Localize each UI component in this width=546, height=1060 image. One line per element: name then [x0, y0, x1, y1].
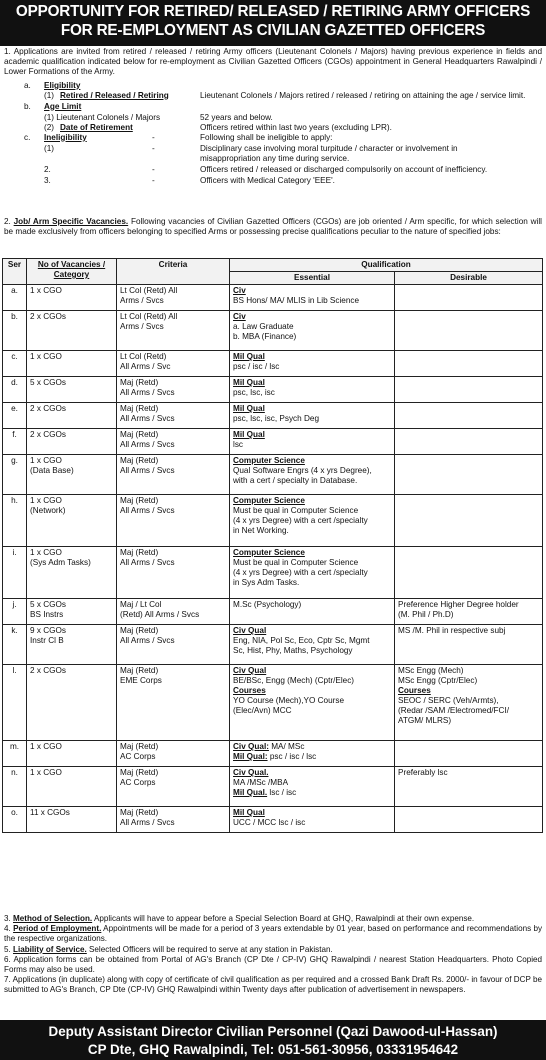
essential-line: UCC / MCC lsc / isc: [233, 818, 306, 827]
criteria-line: All Arms / Svcs: [120, 414, 175, 423]
essential-line: Mil Qual: [233, 808, 265, 817]
essential-line: Courses: [233, 686, 266, 695]
vacancy-line: 1 x CGO: [30, 352, 62, 361]
desirable-line: MSc Engg (Cptr/Elec): [398, 676, 478, 685]
vacancy-line: 5 x CGOs: [30, 600, 66, 609]
essential-cell: [230, 767, 395, 807]
desirable-line: (M. Phil / Ph.D): [398, 610, 454, 619]
note-num: 7.: [4, 975, 13, 985]
vacancy-cell: [27, 599, 117, 625]
criteria-line: Maj (Retd): [120, 666, 159, 675]
table-row: [3, 351, 543, 377]
ineligibility-text: Following shall be ineligible to apply:: [200, 132, 333, 142]
desirable-cell: [395, 351, 543, 377]
essential-line: b. MBA (Finance): [233, 332, 297, 341]
ser-cell: d.: [3, 377, 27, 403]
criteria-line: All Arms / Svcs: [120, 388, 175, 397]
vacancy-line: (Sys Adm Tasks): [30, 558, 91, 567]
age-item-2-label: Date of Retirement: [60, 122, 133, 132]
criteria-cell: [117, 807, 230, 833]
criteria-cell: [117, 311, 230, 351]
desirable-cell: [395, 599, 543, 625]
desirable-line: MSc Engg (Mech): [398, 666, 464, 675]
desirable-cell: [395, 547, 543, 599]
criteria-cell: [117, 767, 230, 807]
note-text: Selected Officers will be required to serve at any station in Pakistan.: [86, 944, 333, 954]
ineligibility-item-2-text: Officers retired / released or discharged compulsorily on account of inefficiency.: [200, 164, 488, 174]
desirable-cell: [395, 767, 543, 807]
essential-line: Must be qual in Computer Science: [233, 558, 359, 567]
ad-header: [0, 0, 546, 46]
essential-line: Civ Qual.: [233, 768, 269, 777]
essential-line: psc / isc / lsc: [233, 362, 280, 371]
header-desirable: Desirable: [395, 272, 543, 285]
essential-line: Civ Qual: MA/ MSc: [233, 742, 305, 751]
criteria-cell: [117, 429, 230, 455]
criteria-line: Maj (Retd): [120, 548, 159, 557]
essential-line: Sc, Hist, Phy, Maths, Psychology: [233, 646, 353, 655]
essential-line: with a cert / specialty in Database.: [233, 476, 358, 485]
note-title: Liability of Service.: [13, 944, 87, 954]
header-line-1: OPPORTUNITY FOR RETIRED/ RELEASED / RETIRING ARMY OFFICERS: [15, 3, 531, 20]
dash: -: [152, 143, 155, 153]
criteria-cell: [117, 741, 230, 767]
note-text: Appointments will be made for a period of 3 years extendable by 01 year, based on performance and recommendations by the respective organizations.: [4, 924, 542, 944]
vacancy-cell: [27, 625, 117, 665]
essential-line: (Elec/Avn) MCC: [233, 706, 292, 715]
ad-footer: [0, 1020, 546, 1060]
criteria-line: (Retd) All Arms / Svcs: [120, 610, 200, 619]
desirable-cell: [395, 403, 543, 429]
criteria-line: Arms / Svcs: [120, 296, 164, 305]
table-row: [3, 311, 543, 351]
vacancy-line: 1 x CGO: [30, 548, 62, 557]
criteria-cell: [117, 599, 230, 625]
vacancy-cell: [27, 403, 117, 429]
age-title: Age Limit: [44, 101, 82, 111]
ineligibility-title: Ineligibility: [44, 132, 87, 142]
eligibility-title: Eligibility: [44, 80, 81, 90]
essential-line: Computer Science: [233, 456, 305, 465]
essential-line: Eng, NIA, Pol Sc, Eco, Cptr Sc, Mgmt: [233, 636, 370, 645]
criteria-line: Arms / Svcs: [120, 322, 164, 331]
essential-line: Mil Qual. lsc / isc: [233, 788, 297, 797]
essential-cell: [230, 351, 395, 377]
essential-line: in Net Working.: [233, 526, 289, 535]
vacancies-paragraph: [0, 217, 546, 237]
criteria-line: EME Corps: [120, 676, 162, 685]
note-item: [0, 924, 546, 944]
ser-cell: h.: [3, 495, 27, 547]
essential-line: Mil Qual: psc / isc / lsc: [233, 752, 317, 761]
notes-section: [0, 914, 546, 996]
essential-line: BS Hons/ MA/ MLIS in Lib Science: [233, 296, 360, 305]
para-title: Job/ Arm Specific Vacancies.: [13, 217, 129, 226]
essential-line: lsc: [233, 440, 244, 449]
criteria-cell: [117, 377, 230, 403]
criteria-line: Lt Col (Retd) All: [120, 312, 178, 321]
vacancy-line: 2 x CGOs: [30, 430, 66, 439]
ineligibility-item-1-text: Disciplinary case involving moral turpitude / character or involvement in: [200, 143, 458, 153]
criteria-cell: [117, 495, 230, 547]
table-row: [3, 547, 543, 599]
essential-cell: [230, 599, 395, 625]
table-row: [3, 665, 543, 741]
criteria-cell: [117, 625, 230, 665]
ineligibility-item-1-num: (1): [44, 143, 55, 153]
essential-line: psc, lsc, isc: [233, 388, 275, 397]
criteria-line: Maj (Retd): [120, 378, 159, 387]
vacancy-cell: [27, 455, 117, 495]
table-row: [3, 495, 543, 547]
desirable-cell: [395, 625, 543, 665]
essential-line: Civ: [233, 312, 246, 321]
criteria-line: Maj (Retd): [120, 404, 159, 413]
essential-cell: [230, 495, 395, 547]
criteria-cell: [117, 665, 230, 741]
note-text: Applications (in duplicate) along with copy of certificate of civil qualification as per required and a crossed Bank Draft Rs. 2000/- in favour of DCP be submitted to AG's Branch, CP Dte (CP-IV) GHQ Rawalpindi within Twenty days after publication of advertisement in newspapers.: [4, 975, 542, 995]
essential-line: Must be qual in Computer Science: [233, 506, 359, 515]
intro-paragraph: 1. Applications are invited from retired / released / retiring Army officers (Lieutenant Colonels / Majors) having previous experience in fields and academic qualification indicated below for re-employment as Civilian Gazetted Officers (CGOs) appointment in General Headquarters Rawalpindi / Lower Formations of the Army.: [4, 47, 542, 77]
ineligibility-item-2-num: 2.: [44, 164, 51, 174]
criteria-line: Maj (Retd): [120, 456, 159, 465]
table-row: [3, 429, 543, 455]
essential-line: YO Course (Mech),YO Course: [233, 696, 345, 705]
ser-cell: e.: [3, 403, 27, 429]
criteria-line: Maj (Retd): [120, 768, 159, 777]
vacancy-cell: [27, 547, 117, 599]
essential-cell: [230, 741, 395, 767]
header-essential: Essential: [230, 272, 395, 285]
note-num: 5.: [4, 944, 13, 954]
essential-line: M.Sc (Psychology): [233, 600, 302, 609]
criteria-line: All Arms / Svcs: [120, 636, 175, 645]
note-num: 4.: [4, 924, 14, 934]
desirable-cell: [395, 807, 543, 833]
criteria-line: Lt Col (Retd) All: [120, 286, 178, 295]
dash: -: [152, 175, 155, 185]
ser-cell: j.: [3, 599, 27, 625]
desirable-cell: [395, 455, 543, 495]
footer-line-1: Deputy Assistant Director Civilian Personnel (Qazi Dawood-ul-Hassan): [48, 1024, 498, 1039]
ineligibility-item-3-num: 3.: [44, 175, 51, 185]
vacancy-line: 1 x CGO: [30, 496, 62, 505]
ser-cell: l.: [3, 665, 27, 741]
essential-cell: [230, 547, 395, 599]
note-title: Period of Employment.: [13, 924, 102, 934]
ser-cell: g.: [3, 455, 27, 495]
vacancy-cell: [27, 311, 117, 351]
desirable-cell: [395, 741, 543, 767]
ser-cell: b.: [3, 311, 27, 351]
criteria-line: All Arms / Svcs: [120, 466, 175, 475]
ser-cell: o.: [3, 807, 27, 833]
criteria-line: Maj (Retd): [120, 430, 159, 439]
vacancy-cell: [27, 665, 117, 741]
desirable-cell: [395, 311, 543, 351]
criteria-line: Maj / Lt Col: [120, 600, 162, 609]
vacancy-cell: [27, 495, 117, 547]
eligibility-letter: a.: [24, 80, 31, 90]
dash: -: [152, 164, 155, 174]
desirable-cell: [395, 285, 543, 311]
eligibility-item-text: Lieutenant Colonels / Majors retired / released / retiring on attaining the age / service limit.: [200, 90, 526, 100]
table-row: [3, 403, 543, 429]
essential-line: Civ: [233, 286, 246, 295]
note-item: [0, 955, 546, 975]
essential-line: MA /MSc /MBA: [233, 778, 289, 787]
vacancy-cell: [27, 285, 117, 311]
criteria-line: AC Corps: [120, 778, 156, 787]
ser-cell: m.: [3, 741, 27, 767]
note-num: 6.: [4, 954, 14, 964]
desirable-cell: [395, 429, 543, 455]
ser-cell: f.: [3, 429, 27, 455]
vacancy-cell: [27, 377, 117, 403]
vacancy-cell: [27, 741, 117, 767]
age-item-1-text: 52 years and below.: [200, 112, 273, 122]
essential-line: in Sys Adm Tasks.: [233, 578, 300, 587]
vacancy-line: 1 x CGO: [30, 456, 62, 465]
essential-cell: [230, 455, 395, 495]
essential-line: Mil Qual: [233, 352, 265, 361]
desirable-line: MS /M. Phil in respective subj: [398, 626, 506, 635]
criteria-line: All Arms / Svc: [120, 362, 171, 371]
essential-cell: [230, 429, 395, 455]
eligibility-item-label: Retired / Released / Retiring: [60, 90, 169, 100]
table-row: [3, 377, 543, 403]
table-row: [3, 741, 543, 767]
essential-line: Mil Qual: [233, 430, 265, 439]
ineligibility-letter: c.: [24, 132, 31, 142]
desirable-cell: [395, 495, 543, 547]
age-item-2-text: Officers retired within last two years (excluding LPR).: [200, 122, 392, 132]
criteria-cell: [117, 403, 230, 429]
essential-line: (4 x yrs Degree) with a cert /specialty: [233, 568, 368, 577]
desirable-line: Preference Higher Degree holder: [398, 600, 519, 609]
vacancy-cell: [27, 351, 117, 377]
table-row: [3, 807, 543, 833]
vacancy-line: 11 x CGOs: [30, 808, 70, 817]
essential-cell: [230, 377, 395, 403]
essential-line: BE/BSc, Engg (Mech) (Cptr/Elec): [233, 676, 355, 685]
footer-line-2: CP Dte, GHQ Rawalpindi, Tel: 051-561-30956, 03331954642: [87, 1042, 459, 1057]
criteria-line: Maj (Retd): [120, 742, 159, 751]
header-ser: Ser: [3, 259, 27, 285]
note-text: Application forms can be obtained from Portal of AG's Branch (CP Dte / CP-IV) GHQ Rawalpindi / nearest Station Headquarters. Photo Copied Forms may also be used.: [4, 954, 542, 975]
table-row: [3, 625, 543, 665]
vacancies-body: [3, 285, 543, 833]
criteria-cell: [117, 455, 230, 495]
essential-line: psc, lsc, isc, Psych Deg: [233, 414, 319, 423]
table-row: [3, 767, 543, 807]
essential-line: (4 x yrs Degree) with a cert /specialty: [233, 516, 368, 525]
desirable-line: Courses: [398, 686, 431, 695]
vacancy-line: 1 x CGO: [30, 286, 62, 295]
note-text: Applicants will have to appear before a Special Selection Board at GHQ, Rawalpindi at their own expense.: [92, 914, 475, 923]
vacancy-line: Instr Cl B: [30, 636, 64, 645]
note-item: [0, 914, 546, 924]
note-title: Method of Selection.: [13, 914, 93, 923]
eligibility-section: [0, 78, 546, 200]
essential-cell: [230, 625, 395, 665]
vacancy-line: 9 x CGOs: [30, 626, 66, 635]
vacancy-line: (Data Base): [30, 466, 74, 475]
vacancy-line: 5 x CGOs: [30, 378, 66, 387]
header-vacancies: No of Vacancies / Category: [27, 259, 117, 285]
essential-line: Mil Qual: [233, 404, 265, 413]
essential-line: Civ Qual: [233, 626, 267, 635]
vacancy-line: 2 x CGOs: [30, 666, 66, 675]
note-num: 3.: [4, 914, 13, 923]
essential-line: a. Law Graduate: [233, 322, 294, 331]
desirable-line: Preferably lsc: [398, 768, 448, 777]
header-line-2: FOR RE-EMPLOYMENT AS CIVILIAN GAZETTED OFFICERS: [60, 22, 486, 39]
criteria-cell: [117, 547, 230, 599]
essential-cell: [230, 665, 395, 741]
age-item-2-num: (2): [44, 122, 55, 132]
desirable-line: SEOC / SERC (Veh/Armts),: [398, 696, 499, 705]
desirable-cell: [395, 377, 543, 403]
ineligibility-item-3-text: Officers with Medical Category 'EEE'.: [200, 175, 335, 185]
ineligibility-item-1-text-2: misappropriation any time during service.: [200, 153, 350, 163]
criteria-line: Maj (Retd): [120, 808, 159, 817]
vacancies-table: [2, 258, 543, 833]
note-item: [0, 945, 546, 955]
desirable-line: (Redar /SAM /Electromed/FCI/: [398, 706, 510, 715]
ser-cell: k.: [3, 625, 27, 665]
criteria-cell: [117, 351, 230, 377]
criteria-line: Maj (Retd): [120, 626, 159, 635]
criteria-cell: [117, 285, 230, 311]
desirable-cell: [395, 665, 543, 741]
essential-line: Computer Science: [233, 548, 305, 557]
vacancy-line: (Network): [30, 506, 66, 515]
essential-cell: [230, 807, 395, 833]
age-letter: b.: [24, 101, 31, 111]
vacancy-line: 1 x CGO: [30, 742, 62, 751]
table-row: [3, 455, 543, 495]
ser-cell: n.: [3, 767, 27, 807]
vacancy-cell: [27, 767, 117, 807]
essential-cell: [230, 285, 395, 311]
essential-line: Computer Science: [233, 496, 305, 505]
essential-line: Qual Software Engrs (4 x yrs Degree),: [233, 466, 372, 475]
criteria-line: AC Corps: [120, 752, 156, 761]
criteria-line: Maj (Retd): [120, 496, 159, 505]
essential-line: Mil Qual: [233, 378, 265, 387]
criteria-line: All Arms / Svcs: [120, 440, 175, 449]
note-item: [0, 975, 546, 995]
table-row: [3, 599, 543, 625]
eligibility-item-num: (1): [44, 90, 55, 100]
vacancy-line: 2 x CGOs: [30, 404, 66, 413]
ser-cell: c.: [3, 351, 27, 377]
desirable-line: ATGM/ MLRS): [398, 716, 452, 725]
vacancy-line: 2 x CGOs: [30, 312, 66, 321]
age-item-1: (1) Lieutenant Colonels / Majors: [44, 112, 161, 122]
dash: -: [152, 132, 155, 142]
para-num: 2.: [4, 217, 11, 226]
header-qualification: Qualification: [230, 259, 543, 272]
vacancy-cell: [27, 429, 117, 455]
essential-cell: [230, 403, 395, 429]
para-text: Following vacancies of Civilian Gazetted Officers (CGOs) are job oriented / Arm specific, for which selection will be made exclusively from officers belonging to specified Arms or possessing precise qualifications peculiar to the nature of specified jobs:: [4, 217, 542, 237]
table-row: [3, 285, 543, 311]
criteria-line: Lt Col (Retd): [120, 352, 167, 361]
vacancy-line: 1 x CGO: [30, 768, 62, 777]
header-criteria: Criteria: [117, 259, 230, 285]
vacancy-line: BS Instrs: [30, 610, 64, 619]
vacancy-cell: [27, 807, 117, 833]
ser-cell: i.: [3, 547, 27, 599]
criteria-line: All Arms / Svcs: [120, 558, 175, 567]
criteria-line: All Arms / Svcs: [120, 506, 175, 515]
essential-line: Civ Qual: [233, 666, 267, 675]
ser-cell: a.: [3, 285, 27, 311]
criteria-line: All Arms / Svcs: [120, 818, 175, 827]
essential-cell: [230, 311, 395, 351]
